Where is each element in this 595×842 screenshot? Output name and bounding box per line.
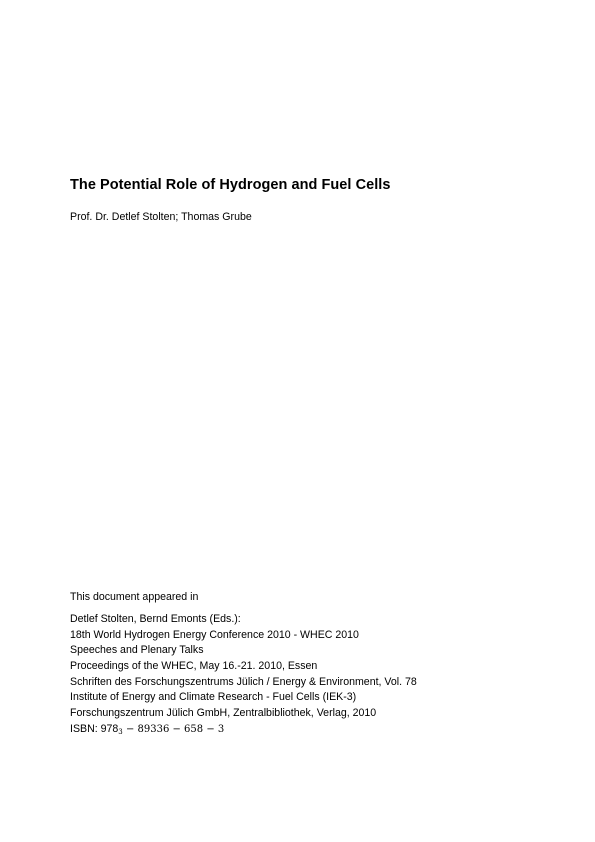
citation-line: Forschungszentrum Jülich GmbH, Zentralbibliothek, Verlag, 2010 <box>70 707 377 720</box>
appeared-in-label: This document appeared in <box>70 591 199 603</box>
citation-line: Proceedings of the WHEC, May 16.-21. 2010, Essen <box>70 660 318 673</box>
document-authors: Prof. Dr. Detlef Stolten; Thomas Grube <box>70 211 252 223</box>
citation-line: Detlef Stolten, Bernd Emonts (Eds.): <box>70 613 241 625</box>
isbn-rest: − 89336 − 658 − 3 <box>122 723 225 735</box>
citation-line: Institute of Energy and Climate Research - Fuel Cells (IEK-3) <box>70 691 357 704</box>
citation-line: Speeches and Plenary Talks <box>70 644 204 657</box>
isbn-line <box>70 722 417 738</box>
citation-line: 18th World Hydrogen Energy Conference 2010 - WHEC 2010 <box>70 628 359 641</box>
isbn-subscript: 3 <box>118 727 123 736</box>
citation-line: Schriften des Forschungszentrums Jülich / Energy & Environment, Vol. 78 <box>70 675 417 688</box>
document-title: The Potential Role of Hydrogen and Fuel Cells <box>70 177 391 193</box>
citation-block <box>70 612 417 738</box>
isbn-prefix: ISBN: 978 <box>70 722 119 735</box>
